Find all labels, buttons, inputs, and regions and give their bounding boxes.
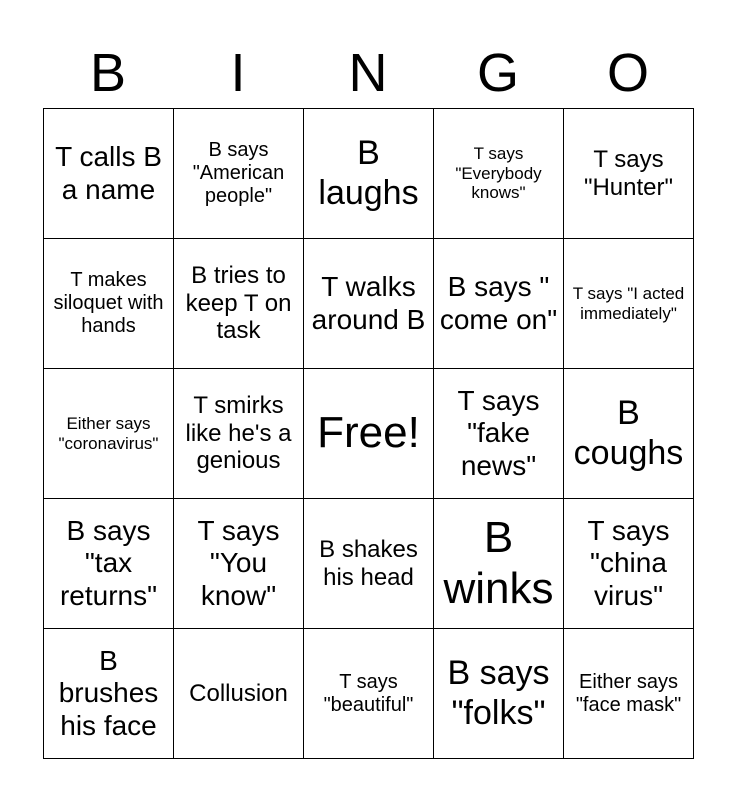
bingo-cell[interactable]: B tries to keep T on task	[174, 239, 304, 369]
bingo-cell[interactable]: Either says "face mask"	[564, 629, 694, 759]
free-space-cell[interactable]: Free!	[304, 369, 434, 499]
bingo-header	[43, 40, 693, 106]
bingo-cell[interactable]: B brushes his face	[44, 629, 174, 759]
bingo-cell[interactable]: T walks around B	[304, 239, 434, 369]
bingo-cell[interactable]: T says "fake news"	[434, 369, 564, 499]
bingo-cell[interactable]: T calls B a name	[44, 109, 174, 239]
bingo-board	[43, 108, 694, 759]
bingo-cell[interactable]: T says "beautiful"	[304, 629, 434, 759]
header-letter-i: I	[230, 43, 246, 103]
bingo-cell[interactable]: T says "You know"	[174, 499, 304, 629]
bingo-cell[interactable]: T smirks like he's a genious	[174, 369, 304, 499]
bingo-cell[interactable]: B says "American people"	[174, 109, 304, 239]
bingo-cell[interactable]: B winks	[434, 499, 564, 629]
bingo-cell[interactable]: B says "tax returns"	[44, 499, 174, 629]
bingo-cell[interactable]: T says "Hunter"	[564, 109, 694, 239]
bingo-cell[interactable]: B says "folks"	[434, 629, 564, 759]
bingo-cell[interactable]: Either says "coronavirus"	[44, 369, 174, 499]
bingo-cell[interactable]: T says "Everybody knows"	[434, 109, 564, 239]
header-letter-o: O	[606, 43, 649, 103]
bingo-cell[interactable]: B coughs	[564, 369, 694, 499]
header-letter-b: B	[89, 43, 127, 103]
bingo-cell[interactable]: B says " come on"	[434, 239, 564, 369]
bingo-cell[interactable]: T makes siloquet with hands	[44, 239, 174, 369]
header-letter-n: N	[348, 43, 388, 103]
bingo-cell[interactable]: T says "china virus"	[564, 499, 694, 629]
bingo-cell[interactable]: T says "I acted immediately"	[564, 239, 694, 369]
bingo-cell[interactable]: B shakes his head	[304, 499, 434, 629]
header-letter-g: G	[476, 43, 519, 103]
bingo-cell[interactable]: B laughs	[304, 109, 434, 239]
bingo-cell[interactable]: Collusion	[174, 629, 304, 759]
